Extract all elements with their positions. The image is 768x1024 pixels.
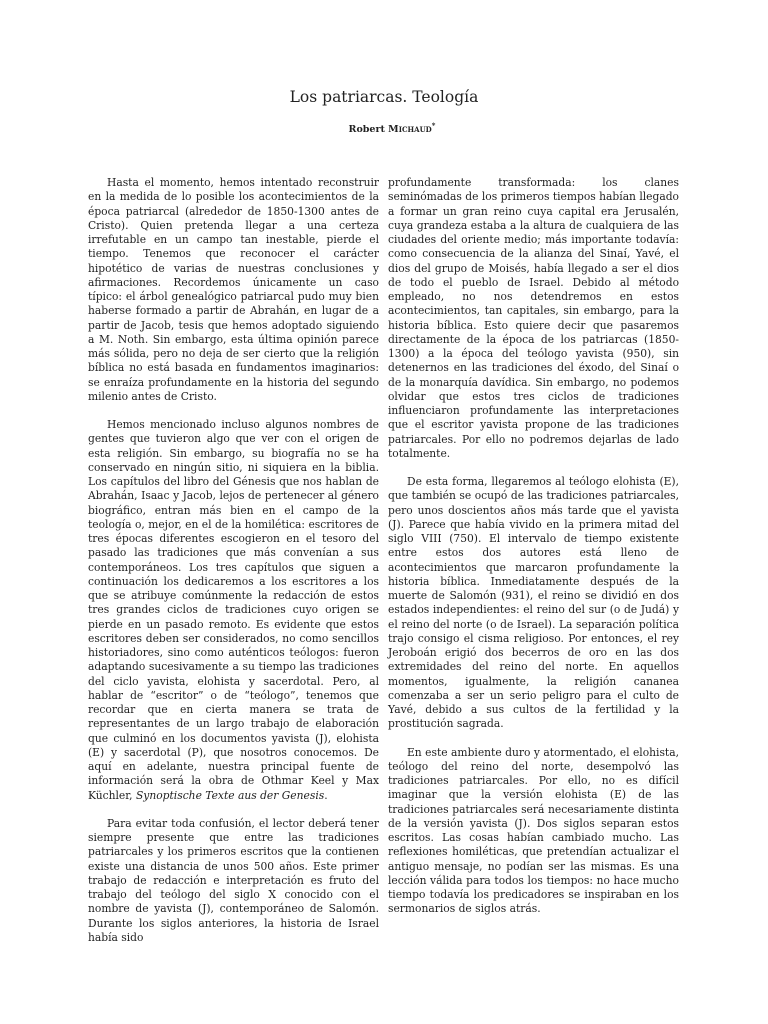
author-footnote-mark: *: [431, 121, 436, 130]
author-first-name: Robert: [348, 124, 385, 136]
author-line: [0, 121, 768, 135]
right-column: [388, 176, 679, 931]
left-column: [88, 176, 379, 959]
paragraph: Para evitar toda confusión, el lector deberá tener siempre presente que entre las tradiciones patriarcales y los primeros escritos que la contienen existe una distancia de unos 500 años. Este primer trabajo de redacción e interpretación es fruto del trabajo del teólogo del siglo X conocido con el nombre de yavista (J), contemporáneo de Salomón. Durante los siglos anteriores, la historia de Israel había sido: [88, 816, 379, 944]
paragraph-text: Hemos mencionado incluso algunos nombres de gentes que tuvieron algo que ver con el origen de esta religión. Sin embargo, su biografía no se ha conservado en ningún sitio, ni siquiera en la biblia. Los capítulos del libro del Génesis que nos hablan de Abrahán, Isaac y Jacob, lejos de pertenecer al género biográfico, entran más bien en el campo de la teología o, mejor, en el de la homilética: escritores de tres épocas diferentes escogieron en el tesoro del pasado las tradiciones que más convenían a sus contemporáneos. Los tres capítulos que siguen a continuación los dedicaremos a los escritores a los que se atribuye comúnmente la redacción de estos tres grandes ciclos de tradiciones cuyo origen se pierde en un pasado remoto. Es evidente que estos escritores deben ser considerados, no como sencillos historiadores, sino como auténticos teólogos: fueron adaptando sucesivamente a su tiempo las tradiciones del ciclo yavista, elohista y sacerdotal. Pero, al hablar de “escritor” o de “teólogo”, tenemos que recordar que en cierta manera se trata de representantes de un largo trabajo de elaboración que culminó en los documentos yavista (J), elohista (E) y sacerdotal (P), que nosotros conocemos. De aquí en adelante, nuestra principal fuente de información será la obra de Othmar Keel y Max Küchler,: [88, 418, 379, 802]
paragraph: En este ambiente duro y atormentado, el elohista, teólogo del reino del norte, desempolvó las tradiciones patriarcales. Por ello, no es difícil imaginar que la versión elohista (E) de las tradiciones patriarcales será necesariamente distinta de la versión yavista (J). Dos siglos separan estos escritos. Las cosas habían cambiado mucho. Las reflexiones homiléticas, que pretendían actualizar el antiguo mensaje, no podían ser las mismas. Es una lección válida para todos los tiempos: no hace mucho tiempo todavía los predicadores se inspiraban en los sermonarios de siglos atrás.: [388, 745, 679, 916]
page-title: Los patriarcas. Teología: [289, 88, 479, 106]
paragraph: [88, 418, 379, 803]
paragraph: profundamente transformada: los clanes seminómadas de los primeros tiempos habían llegado a formar un gran reino cuya capital era Jerusalén, cuya grandeza estaba a la altura de cualquiera de las ciudades del oriente medio; más importante todavía: como consecuencia de la alianza del Sinaí, Yavé, el dios del grupo de Moisés, había llegado a ser el dios de todo el pueblo de Israel. Debido al método empleado, no nos detendremos en estos acontecimientos, tan capitales, sin embargo, para la historia bíblica. Esto quiere decir que pasaremos directamente de la época de los patriarcas (1850-1300) a la época del teólogo yavista (950), sin detenernos en las tradiciones del éxodo, del Sinaí o de la monarquía davídica. Sin embargo, no podemos olvidar que estos tres ciclos de tradiciones influenciaron profundamente las interpretaciones que el escritor yavista propone de las tradiciones patriarcales. Por ello no podremos dejarlas de lado totalmente.: [388, 176, 679, 460]
book-title: Synoptische Texte aus der Genesis: [135, 788, 325, 802]
paragraph: De esta forma, llegaremos al teólogo elohista (E), que también se ocupó de las tradiciones patriarcales, pero unos doscientos años más tarde que el yavista (J). Parece que había vivido en la primera mitad del siglo VIII (750). El intervalo de tiempo existente entre estos dos autores está lleno de acontecimientos que marcaron profundamente la historia bíblica. Inmediatamente después de la muerte de Salomón (931), el reino se dividió en dos estados independientes: el reino del sur (o de Judá) y el reino del norte (o de Israel). La separación política trajo consigo el cisma religioso. Por entonces, el rey Jeroboán erigió dos becerros de oro en las dos extremidades del reino del norte. En aquellos momentos, igualmente, la religión cananea comenzaba a ser un serio peligro para el culto de Yavé, debido a sus cultos de la fertilidad y la prostitución sagrada.: [388, 475, 679, 731]
author-last-name: Michaud: [388, 124, 432, 136]
paragraph-end: .: [324, 788, 328, 802]
paragraph: Hasta el momento, hemos intentado reconstruir en la medida de lo posible los acontecimientos de la época patriarcal (alrededor de 1850-1300 antes de Cristo). Quien pretenda llegar a una certeza irrefutable en un campo tan inestable, pierde el tiempo. Tenemos que reconocer el carácter hipotético de varias de nuestras conclusiones y afirmaciones. Recordemos únicamente un caso típico: el árbol genealógico patriarcal pudo muy bien haberse formado a partir de Abrahán, en lugar de a partir de Jacob, tesis que hemos adoptado siguiendo a M. Noth. Sin embargo, esta última opinión parece más sólida, pero no deja de ser cierto que la religión bíblica no está basada en fundamentos imaginarios: se enraíza profundamente en la historia del segundo milenio antes de Cristo.: [88, 176, 379, 403]
